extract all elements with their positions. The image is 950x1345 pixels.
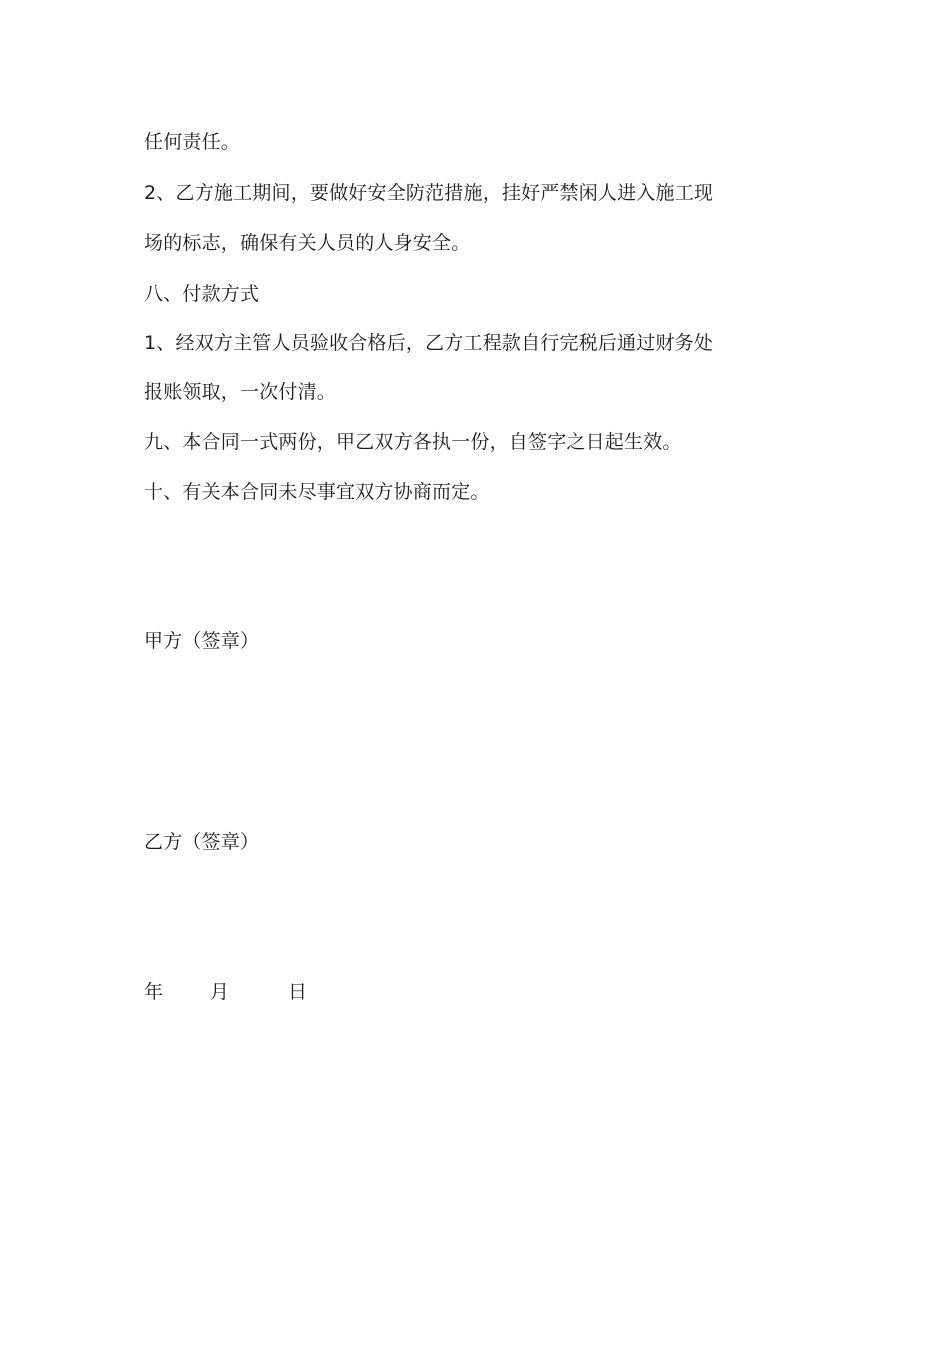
clause-text-line: 报账领取，一次付清。 — [144, 381, 337, 403]
date-month-label: 月 — [210, 981, 230, 1003]
date-year-label: 年 — [144, 981, 164, 1003]
party-a-signature-label: 甲方（签章） — [144, 630, 260, 652]
clause-text-line: 2、乙方施工期间，要做好安全防范措施，挂好严禁闲人进入施工现 — [144, 182, 714, 204]
clause-text-line: 九、本合同一式两份，甲乙双方各执一份，自签字之日起生效。 — [144, 431, 682, 453]
clause-text-line: 场的标志，确保有关人员的人身安全。 — [144, 232, 471, 254]
clause-text-line: 1、经双方主管人员验收合格后，乙方工程款自行完税后通过财务处 — [144, 332, 714, 354]
date-day-label: 日 — [288, 981, 308, 1003]
section-heading-payment: 八、付款方式 — [144, 283, 260, 305]
clause-text-line: 任何责任。 — [144, 131, 241, 153]
clause-text-line: 十、有关本合同未尽事宜双方协商而定。 — [144, 481, 490, 503]
party-b-signature-label: 乙方（签章） — [144, 831, 260, 853]
